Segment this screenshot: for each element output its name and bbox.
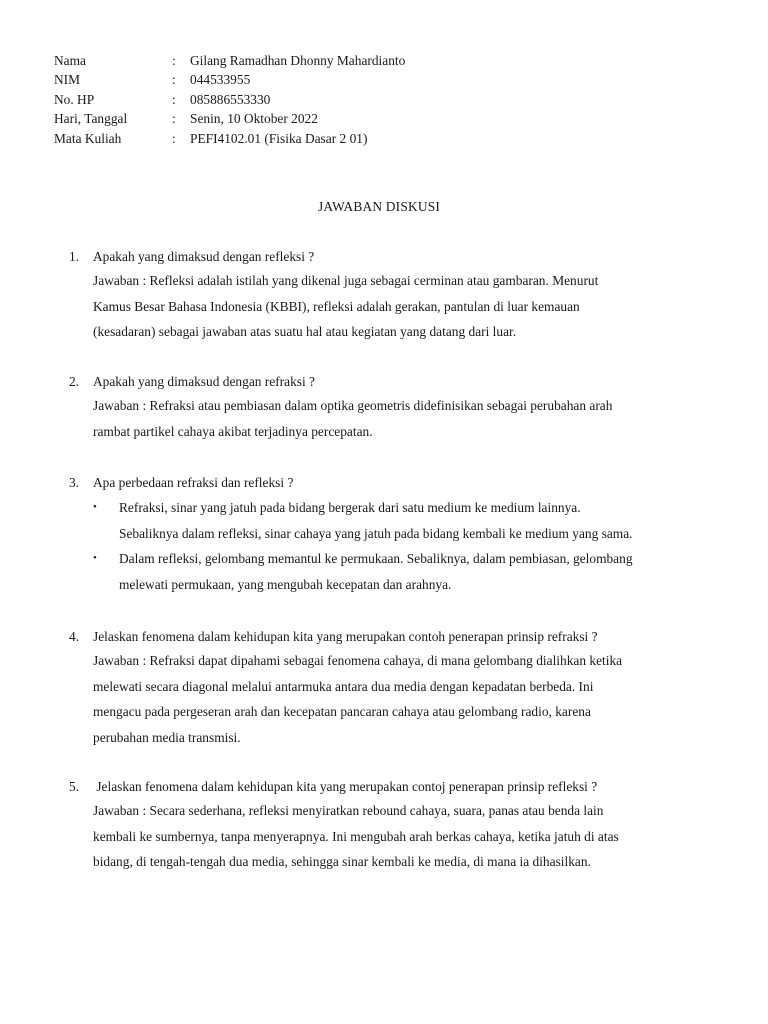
question-number: 5. bbox=[69, 779, 80, 794]
question-text: Apakah yang dimaksud dengan refraksi ? bbox=[93, 374, 315, 389]
answer-line: Jawaban : Refraksi atau pembiasan dalam optika geometris didefinisikan sebagai perubahan arah bbox=[93, 398, 613, 413]
question-text: Jelaskan fenomena dalam kehidupan kita yang merupakan contoj penerapan prinsip refleksi ? bbox=[93, 779, 598, 794]
info-row-course bbox=[54, 129, 405, 148]
question-number: 4. bbox=[69, 629, 80, 644]
answer-line: melewati secara diagonal melalui antarmuka antara dua media dengan kepadatan berbeda. Ini bbox=[93, 678, 594, 694]
answer bbox=[93, 268, 728, 345]
question bbox=[69, 473, 728, 493]
question-item-2 bbox=[69, 372, 728, 444]
info-value: Gilang Ramadhan Dhonny Mahardianto bbox=[190, 53, 406, 68]
question bbox=[69, 627, 728, 647]
answer-line: Kamus Besar Bahasa Indonesia (KBBI), refleksi adalah gerakan, pantulan di luar kemauan bbox=[93, 298, 580, 314]
info-row-nim bbox=[54, 70, 405, 89]
info-label: Hari, Tanggal bbox=[54, 111, 128, 127]
question-text: Apakah yang dimaksud dengan refleksi ? bbox=[93, 249, 315, 264]
page-title: JAWABAN DISKUSI bbox=[317, 199, 441, 214]
answer-line: rambat partikel cahaya akibat terjadinya percepatan. bbox=[93, 423, 373, 439]
bullet-dot-icon: • bbox=[93, 501, 97, 513]
question bbox=[69, 247, 728, 267]
answer-line: bidang, di tengah-tengah dua media, sehingga sinar kembali ke media, di mana ia dihasilkan. bbox=[93, 854, 591, 869]
info-label: Mata Kuliah bbox=[54, 130, 122, 146]
question-number: 1. bbox=[69, 249, 80, 264]
bullet-dot-icon: • bbox=[93, 552, 97, 564]
info-value: 085886553330 bbox=[190, 91, 271, 107]
question-text: Apa perbedaan refraksi dan refleksi ? bbox=[93, 475, 294, 490]
question-item-4 bbox=[69, 627, 728, 750]
info-row-phone bbox=[54, 90, 405, 109]
question-item-1 bbox=[69, 247, 728, 345]
answer bbox=[93, 648, 728, 750]
info-row-date bbox=[54, 109, 405, 128]
answer-line: (kesadaran) sebagai jawaban atas suatu hal atau kegiatan yang datang dari luar. bbox=[93, 324, 517, 339]
answer bbox=[93, 393, 728, 444]
question-number: 2. bbox=[69, 374, 80, 389]
answer bbox=[93, 798, 728, 875]
bullet-line: melewati permukaan, yang mengubah kecepatan dan arahnya. bbox=[119, 576, 452, 592]
info-separator: : bbox=[172, 72, 176, 88]
bullet-item bbox=[93, 546, 728, 597]
info-separator: : bbox=[172, 53, 176, 68]
info-label: NIM bbox=[54, 72, 81, 88]
bullet-text bbox=[119, 495, 633, 546]
info-separator: : bbox=[172, 130, 176, 146]
bullet-line: Dalam refleksi, gelombang memantul ke permukaan. Sebaliknya, dalam pembiasan, gelombang bbox=[119, 551, 633, 566]
info-label: No. HP bbox=[54, 91, 95, 107]
question bbox=[69, 777, 728, 797]
info-value: 044533955 bbox=[190, 72, 251, 88]
question-item-3 bbox=[69, 473, 728, 597]
bullet-list bbox=[93, 495, 728, 597]
answer-line: Jawaban : Refleksi adalah istilah yang dikenal juga sebagai cerminan atau gambaran. Menurut bbox=[93, 273, 599, 288]
bullet-text bbox=[119, 546, 633, 597]
bullet-line: Refraksi, sinar yang jatuh pada bidang bergerak dari satu medium ke medium lainnya. bbox=[119, 500, 581, 515]
bullet-line: Sebaliknya dalam refleksi, sinar cahaya yang jatuh pada bidang kembali ke medium yang sama. bbox=[119, 525, 633, 541]
info-separator: : bbox=[172, 91, 176, 107]
answer-line: perubahan media transmisi. bbox=[93, 729, 241, 745]
student-info bbox=[54, 51, 405, 148]
answer-line: mengacu pada pergeseran arah dan kecepatan pancaran cahaya atau gelombang radio, karena bbox=[93, 704, 591, 719]
question-text: Jelaskan fenomena dalam kehidupan kita yang merupakan contoh penerapan prinsip refraksi ? bbox=[93, 629, 598, 644]
info-label: Nama bbox=[54, 53, 86, 68]
info-value: Senin, 10 Oktober 2022 bbox=[190, 111, 318, 127]
question bbox=[69, 372, 728, 392]
info-row-name bbox=[54, 51, 405, 70]
answer-line: Jawaban : Refraksi dapat dipahami sebagai fenomena cahaya, di mana gelombang dialihkan ketika bbox=[93, 653, 623, 668]
info-separator: : bbox=[172, 111, 176, 127]
question-number: 3. bbox=[69, 475, 80, 490]
question-item-5 bbox=[69, 777, 728, 875]
bullet-item bbox=[93, 495, 728, 546]
answer-line: Jawaban : Secara sederhana, refleksi menyiratkan rebound cahaya, suara, panas atau benda lain bbox=[93, 803, 604, 818]
answer-line: kembali ke sumbernya, tanpa menyerapnya. Ini mengubah arah berkas cahaya, ketika jatuh di atas bbox=[93, 828, 619, 844]
info-value: PEFI4102.01 (Fisika Dasar 2 01) bbox=[190, 130, 368, 146]
